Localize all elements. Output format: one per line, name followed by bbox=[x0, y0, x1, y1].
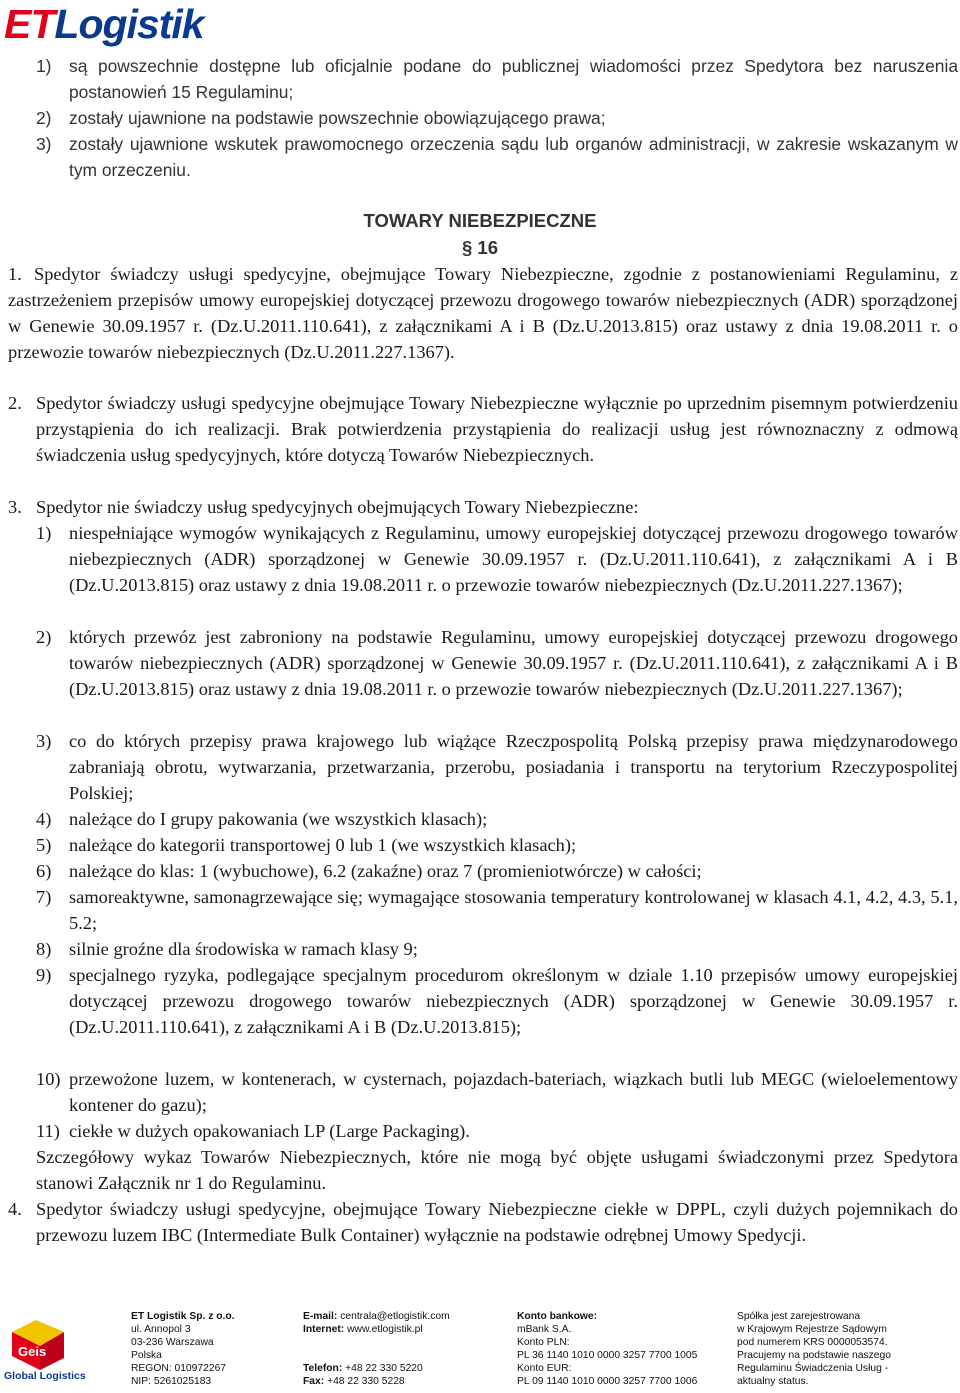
website-link[interactable]: www.etlogistik.pl bbox=[347, 1324, 423, 1335]
point-3-item-11 bbox=[36, 1118, 958, 1144]
note-text: Szczegółowy wykaz Towarów Niebezpiecznych, które nie mogą być objęte usługami świadczonymi przez Spedytora stanowi Załącznik nr 1 do Regulaminu. bbox=[36, 1147, 958, 1193]
point-3-item-2 bbox=[36, 624, 958, 702]
point-3 bbox=[8, 494, 958, 520]
geis-logo bbox=[2, 1318, 72, 1374]
point-3-item-6 bbox=[36, 858, 958, 884]
item-number: 10) bbox=[36, 1069, 61, 1089]
item-text: silnie groźne dla środowiska w ramach klasy 9; bbox=[69, 939, 418, 959]
section-number: § 16 bbox=[461, 237, 498, 258]
item-text: niespełniające wymogów wynikających z Regulaminu, umowy europejskiej dotyczącej przewozu drogowego towarów niebezpiecznych (ADR) sporządzonej w Genewie 30.09.1957 r. (Dz.U.2011.110.641), z załącznikami A i B (Dz.U.2013.815) oraz ustawy z dnia 19.08.2011 r. o przewozie towarów niebezpiecznych (Dz.U.2011.227.1367); bbox=[69, 523, 958, 595]
item-number: 5) bbox=[36, 835, 52, 855]
company-logo bbox=[4, 0, 204, 48]
bank-heading: Konto bankowe: bbox=[517, 1311, 598, 1322]
item-number: 2) bbox=[36, 627, 52, 647]
point-number: 1. bbox=[8, 264, 22, 284]
registration-line: Regulaminu Świadczenia Usług - bbox=[737, 1363, 889, 1374]
point-number: 3. bbox=[8, 497, 22, 517]
point-3-note bbox=[36, 1144, 958, 1196]
registration-line: Spółka jest zarejestrowana bbox=[737, 1311, 861, 1322]
footer bbox=[0, 1310, 960, 1390]
geis-caption: Global Logistics bbox=[4, 1370, 86, 1382]
registration-line: Pracujemy na podstawie naszego bbox=[737, 1350, 891, 1361]
account-eur-label: Konto EUR: bbox=[517, 1363, 572, 1374]
point-text: Spedytor świadczy usługi spedycyjne, obejmujące Towary Niebezpieczne, zgodnie z postanowieniami Regulaminu, z zastrzeżeniem przepisów umowy europejskiej dotyczącej przewozu drogowego towarów niebezpiecznych (ADR) sporządzonej w Genewie 30.09.1957 r. (Dz.U.2011.110.641), z załącznikami A i B (Dz.U.2013.815) oraz ustawy z dnia 19.08.2011 r. o przewozie towarów niebezpiecznych (Dz.U.2011.227.1367). bbox=[8, 264, 958, 362]
point-2 bbox=[8, 390, 958, 468]
list-item-text: zostały ujawnione wskutek prawomocnego orzeczenia sądu lub organów administracji, w zakresie wskazanym w tym orzeczeniu. bbox=[69, 134, 958, 180]
item-text: należące do kategorii transportowej 0 lub 1 (we wszystkich klasach); bbox=[69, 835, 577, 855]
registration-line: aktualny status. bbox=[737, 1376, 809, 1387]
point-3-item-1 bbox=[36, 520, 958, 598]
point-3-item-9 bbox=[36, 962, 958, 1040]
email-label: E-mail: bbox=[303, 1311, 338, 1322]
item-number: 3) bbox=[36, 731, 52, 751]
item-number: 1) bbox=[36, 523, 52, 543]
item-text: specjalnego ryzyka, podlegające specjalnym procedurom określonym w dziale 1.10 przepisów umowy europejskiej dotyczącej przewozu drogowego towarów niebezpiecznych (ADR) sporządzonej w Genewie 30.09.1957 r. (Dz.U.2011.110.641), z załącznikami A i B (Dz.U.2013.815); bbox=[69, 965, 958, 1037]
list-number: 2) bbox=[36, 108, 52, 128]
bank-name: mBank S.A. bbox=[517, 1324, 572, 1335]
registration-line: w Krajowym Rejestrze Sądowym bbox=[737, 1324, 887, 1335]
address-street: ul. Annopol 3 bbox=[131, 1324, 191, 1335]
company-name: ET Logistik Sp. z o.o. bbox=[131, 1311, 235, 1322]
phone-label: Telefon: bbox=[303, 1363, 343, 1374]
fax-number: +48 22 330 5228 bbox=[327, 1376, 405, 1387]
point-1 bbox=[8, 261, 958, 365]
point-text: Spedytor świadczy usługi spedycyjne obejmujące Towary Niebezpieczne wyłącznie po uprzednim pisemnym potwierdzeniu przystąpienia do ich realizacji. Brak potwierdzenia przystąpienia do realizacji usług jest równoznaczny z odmową świadczenia usług spedycyjnych, które dotyczą Towarów Niebezpiecznych. bbox=[36, 393, 958, 465]
section-number-value: 16 bbox=[477, 237, 498, 258]
email-link[interactable]: centrala@etlogistik.com bbox=[340, 1311, 450, 1322]
point-text: Spedytor świadczy usługi spedycyjne, obejmujące Towary Niebezpieczne ciekłe w DPPL, czyli dużych pojemnikach do przewozu luzem IBC (Intermediate Bulk Container) wyłącznie na podstawie odrębnej Umowy Spedycji. bbox=[36, 1199, 958, 1245]
point-3-item-3 bbox=[36, 728, 958, 806]
top-list-item-1 bbox=[36, 53, 958, 105]
point-number: 4. bbox=[8, 1199, 22, 1219]
registration-line: pod numerem KRS 0000053574. bbox=[737, 1337, 888, 1348]
item-text: należące do I grupy pakowania (we wszystkich klasach); bbox=[69, 809, 488, 829]
regon: REGON: 010972267 bbox=[131, 1363, 227, 1374]
address-country: Polska bbox=[131, 1350, 162, 1361]
address-city: 03-236 Warszawa bbox=[131, 1337, 214, 1348]
point-3-item-10 bbox=[36, 1066, 958, 1118]
point-number: 2. bbox=[8, 393, 22, 413]
item-text: należące do klas: 1 (wybuchowe), 6.2 (zakaźne) oraz 7 (promieniotwórcze) w całości; bbox=[69, 861, 702, 881]
footer-company bbox=[131, 1310, 235, 1388]
footer-contact bbox=[303, 1310, 450, 1388]
point-3-item-4 bbox=[36, 806, 958, 832]
list-item-text: są powszechnie dostępne lub oficjalnie podane do publicznej wiadomości przez Spedytora bez naruszenia postanowień 15 Regulaminu; bbox=[69, 56, 958, 102]
item-number: 8) bbox=[36, 939, 52, 959]
item-text: przewożone luzem, w kontenerach, w cysternach, pojazdach-bateriach, wiązkach butli lub MEGC (wieloelementowy kontener do gazu); bbox=[69, 1069, 958, 1115]
logo-text-logistik: Logistik bbox=[54, 1, 204, 47]
item-text: ciekłe w dużych opakowaniach LP (Large Packaging). bbox=[69, 1121, 470, 1141]
item-text: co do których przepisy prawa krajowego lub wiążące Rzeczpospolitą Polską przepisy prawa międzynarodowego zabraniają obrotu, wytwarzania, przetwarzania, przerobu, posiadania i transportu na terytorium Rzeczypospolitej Polskiej; bbox=[69, 731, 958, 803]
item-text: których przewóz jest zabroniony na podstawie Regulaminu, umowy europejskiej dotyczącej przewozu drogowego towarów niebezpiecznych (ADR) sporządzonej w Genewie 30.09.1957 r. (Dz.U.2011.110.641), z załącznikami A i B (Dz.U.2013.815) oraz ustawy z dnia 19.08.2011 r. o przewozie towarów niebezpiecznych (Dz.U.2011.227.1367); bbox=[69, 627, 958, 699]
point-3-item-7 bbox=[36, 884, 958, 936]
footer-registration bbox=[737, 1310, 891, 1388]
account-pln: PL 36 1140 1010 0000 3257 7700 1005 bbox=[517, 1350, 698, 1361]
point-3-item-8 bbox=[36, 936, 958, 962]
point-3-item-5 bbox=[36, 832, 958, 858]
nip: NIP: 5261025183 bbox=[131, 1376, 212, 1387]
point-4 bbox=[8, 1196, 958, 1248]
item-number: 11) bbox=[36, 1121, 60, 1141]
item-number: 6) bbox=[36, 861, 52, 881]
list-number: 1) bbox=[36, 56, 52, 76]
top-list-item-2 bbox=[36, 105, 958, 131]
list-number: 3) bbox=[36, 134, 52, 154]
section-title: TOWARY NIEBEZPIECZNE bbox=[363, 210, 597, 231]
list-item-text: zostały ujawnione na podstawie powszechnie obowiązującego prawa; bbox=[69, 108, 606, 128]
fax-label: Fax: bbox=[303, 1376, 325, 1387]
logo-text-et: ET bbox=[4, 1, 55, 47]
point-text: Spedytor nie świadczy usług spedycyjnych obejmujących Towary Niebezpieczne: bbox=[36, 497, 639, 517]
account-eur: PL 09 1140 1010 0000 3257 7700 1006 bbox=[517, 1376, 698, 1387]
account-pln-label: Konto PLN: bbox=[517, 1337, 570, 1348]
top-list-item-3 bbox=[36, 131, 958, 183]
item-number: 7) bbox=[36, 887, 52, 907]
geis-badge-text: Geis bbox=[18, 1344, 47, 1359]
footer-bank bbox=[517, 1310, 697, 1388]
item-number: 4) bbox=[36, 809, 52, 829]
item-text: samoreaktywne, samonagrzewające się; wymagające stosowania temperatury kontrolowanej w klasach 4.1, 4.2, 4.3, 5.1, 5.2; bbox=[69, 887, 958, 933]
item-number: 9) bbox=[36, 965, 52, 985]
internet-label: Internet: bbox=[303, 1324, 345, 1335]
geis-logo-icon bbox=[2, 1318, 72, 1374]
phone-number: +48 22 330 5220 bbox=[345, 1363, 423, 1374]
